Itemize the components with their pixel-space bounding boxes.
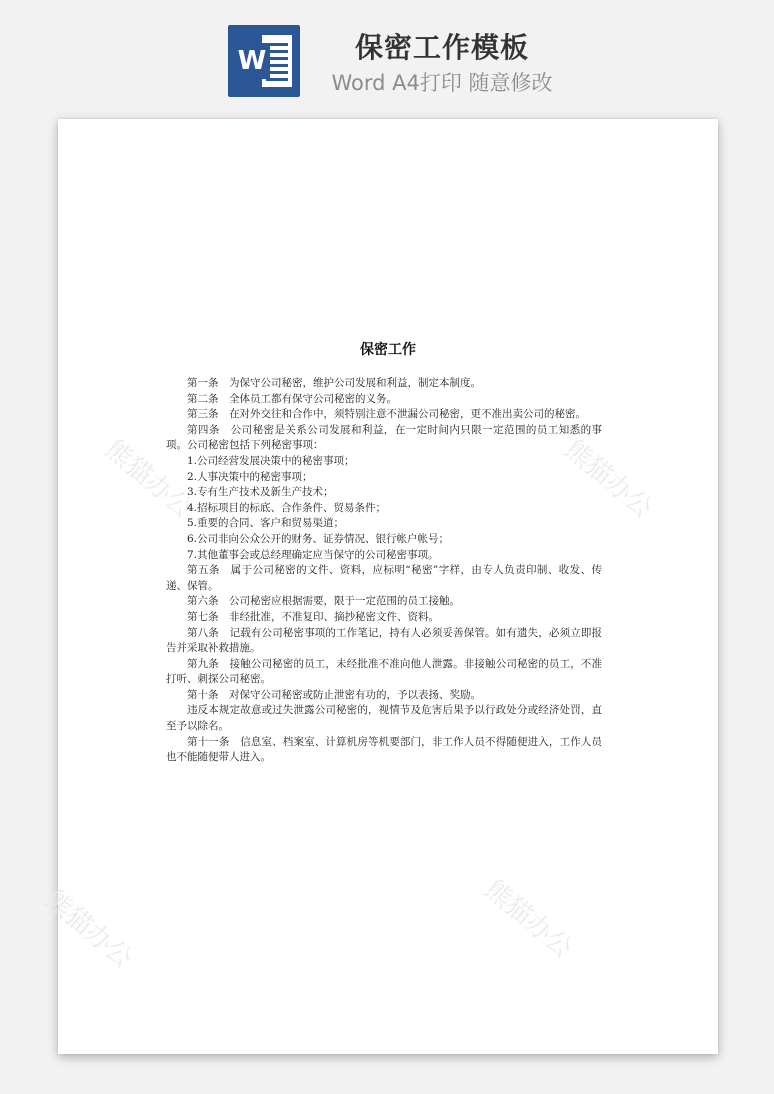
list-item: 7.其他董事会或总经理确定应当保守的公司秘密事项。 xyxy=(187,548,439,561)
watermark: 熊猫办公 xyxy=(478,874,578,965)
word-icon xyxy=(228,25,300,97)
article-10: 第十条 对保守公司秘密或防止泄密有功的，予以表扬、奖励。 xyxy=(187,688,481,701)
list-item: 3.专有生产技术及新生产技术； xyxy=(187,486,334,499)
watermark: 熊猫办公 xyxy=(558,434,658,525)
article-9: 第九条 接触公司秘密的员工，未经批准不准向他人泄露。非接触公司秘密的员工，不准打听、刺探公司秘密。 xyxy=(166,657,602,686)
article-4: 第四条 公司秘密是关系公司发展和利益，在一定时间内只限一定范围的员工知悉的事项。公司秘密包括下列秘密事项： xyxy=(166,423,602,452)
watermark: 熊猫办公 xyxy=(38,884,138,975)
article-11: 第十一条 信息室、档案室、计算机房等机要部门，非工作人员不得随便进入，工作人员也不能随便带人进入。 xyxy=(166,735,602,764)
article-7: 第七条 非经批准，不准复印、摘抄秘密文件、资料。 xyxy=(187,610,439,623)
document-body xyxy=(166,376,602,766)
article-5: 第五条 属于公司秘密的文件、资料，应标明“秘密”字样，由专人负责印制、收发、传递、保管。 xyxy=(166,564,602,592)
list-item: 5.重要的合同、客户和贸易渠道； xyxy=(187,517,345,530)
page-header xyxy=(0,0,774,110)
list-item: 1.公司经营发展决策中的秘密事项； xyxy=(187,454,355,467)
article-2: 第二条 全体员工都有保守公司秘密的义务。 xyxy=(187,392,397,405)
watermark: 熊猫办公 xyxy=(98,434,198,525)
template-subtitle: Word A4打印 随意修改 xyxy=(331,71,553,95)
article-1: 第一条 为保守公司秘密，维护公司发展和利益，制定本制度。 xyxy=(187,377,481,389)
article-3: 第三条 在对外交往和合作中，须特别注意不泄漏公司秘密，更不准出卖公司的秘密。 xyxy=(187,408,586,421)
template-title: 保密工作模板 xyxy=(354,31,529,64)
article-8: 第八条 记载有公司秘密事项的工作笔记，持有人必须妥善保管。如有遗失，必须立即报告并采取补救措施。 xyxy=(166,626,602,655)
list-item: 2.人事决策中的秘密事项； xyxy=(187,470,313,483)
list-item: 4.招标项目的标底、合作条件、贸易条件； xyxy=(187,501,387,514)
violation-clause: 违反本规定故意或过失泄露公司秘密的，视情节及危害后果予以行政处分或经济处罚，直至予以除名。 xyxy=(166,704,602,733)
document-title: 保密工作 xyxy=(360,342,416,358)
document-page xyxy=(38,119,718,1054)
list-item: 6.公司非向公众公开的财务、证券情况、银行帐户帐号； xyxy=(187,532,450,545)
word-letter-icon: W xyxy=(234,43,270,79)
article-6: 第六条 公司秘密应根据需要，限于一定范围的员工接触。 xyxy=(187,595,460,608)
